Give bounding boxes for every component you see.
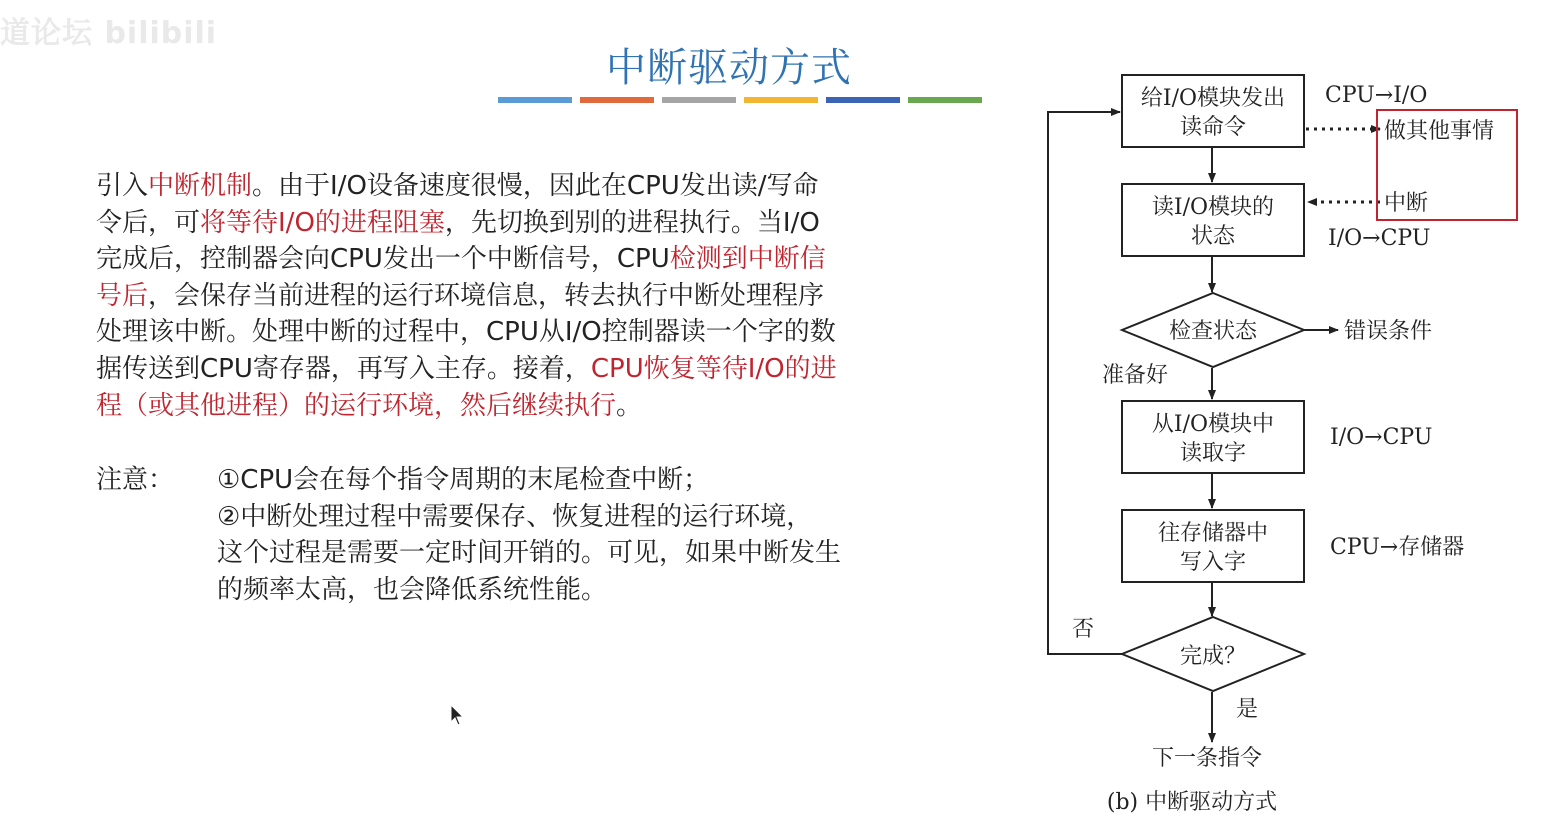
flow-box-read-word-line1: 从I/O模块中: [1151, 412, 1275, 437]
body-text: 完成后，控制器会向CPU发出一个中断信号，CPU: [96, 244, 670, 275]
body-text: 据传送到CPU寄存器，再写入主存。接着，: [96, 353, 591, 384]
watermark-logo: 道论坛 bilibili: [0, 16, 218, 51]
highlight-text: 中断机制: [148, 171, 253, 201]
ready-label: 准备好: [1102, 363, 1169, 388]
body-text: 处理该中断。处理中断的过程中，CPU从I/O控制器读一个字的数: [96, 317, 836, 348]
body-text: ，会保存当前进程的运行环境信息，转去执行中断处理程序: [148, 280, 825, 311]
no-label: 否: [1072, 617, 1095, 642]
flow-box-issue-read-line2: 读命令: [1179, 115, 1247, 140]
body-text: 引入: [96, 171, 149, 201]
side-label-io-to-cpu: I/O→CPU: [1328, 226, 1431, 251]
body-text: 令后，可: [96, 207, 201, 238]
body-text: ，先切换到别的进程执行。当I/O: [444, 207, 820, 238]
side-label-io-to-cpu-2: I/O→CPU: [1330, 425, 1433, 450]
highlight-text: CPU恢复等待I/O的进: [590, 353, 837, 384]
error-condition-label: 错误条件: [1344, 319, 1433, 344]
next-instruction-label: 下一条指令: [1151, 746, 1263, 771]
note-label: 注意：: [96, 465, 175, 495]
flow-box-write-memory-line2: 写入字: [1179, 550, 1247, 575]
yes-label: 是: [1236, 697, 1259, 722]
note-line: 的频率太高，也会降低系统性能。: [217, 574, 608, 605]
highlight-text: 号后: [96, 280, 149, 311]
highlight-text: 将等待I/O的进程阻塞: [200, 207, 445, 238]
flow-box-read-status-line2: 状态: [1190, 224, 1236, 249]
page-title: 中断驱动方式: [606, 45, 852, 91]
note-line: ①CPU会在每个指令周期的末尾检查中断；: [217, 465, 710, 495]
side-label-cpu-to-io: CPU→I/O: [1325, 83, 1428, 108]
flow-box-issue-read-line1: 给I/O模块发出: [1140, 86, 1286, 111]
body-text: 。由于I/O设备速度很慢，因此在CPU发出读/写命: [252, 171, 819, 201]
figure-caption: (b) 中断驱动方式: [1106, 790, 1278, 815]
flow-box-read-word-line2: 读取字: [1179, 441, 1247, 466]
interrupt-label: 中断: [1384, 191, 1429, 216]
highlight-text: 程（或其他进程）的运行环境，然后继续执行: [96, 390, 617, 421]
note-line: ②中断处理过程中需要保存、恢复进程的运行环境，: [217, 501, 813, 532]
side-label-cpu-to-memory: CPU→存储器: [1330, 535, 1465, 560]
flow-box-read-status-line1: 读I/O模块的: [1151, 195, 1275, 220]
flow-diamond-check-status-label: 检查状态: [1168, 319, 1258, 344]
body-text: 。: [616, 390, 643, 421]
flow-box-write-memory-line1: 往存储器中: [1157, 521, 1269, 546]
flow-diamond-done-label: 完成？: [1179, 644, 1247, 669]
highlight-text: 检测到中断信: [669, 244, 826, 275]
note-line: 这个过程是需要一定时间开销的。可见，如果中断发生: [217, 538, 842, 569]
other-work-label: 做其他事情: [1384, 119, 1495, 144]
